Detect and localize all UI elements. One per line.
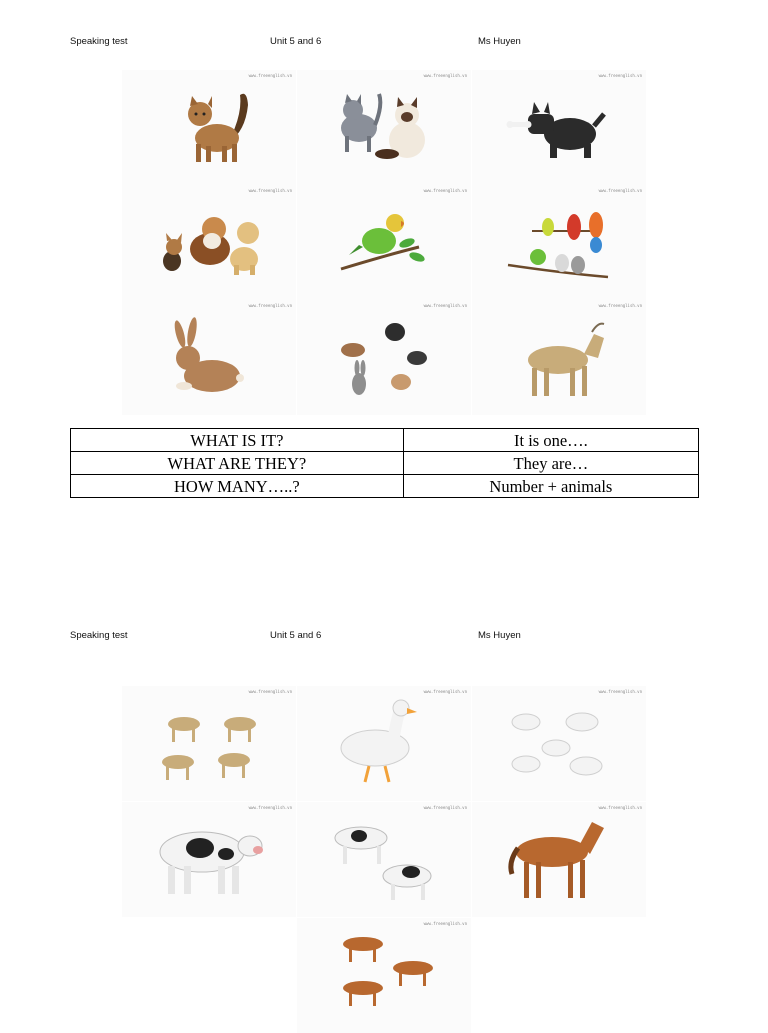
- watermark: www.freeenglish.vn: [598, 689, 642, 694]
- answer-cell: It is one….: [403, 429, 698, 452]
- question-cell: HOW MANY…..?: [71, 475, 404, 498]
- answer-cell: Number + animals: [403, 475, 698, 498]
- watermark: www.freeenglish.vn: [598, 73, 642, 78]
- goat-icon: [472, 300, 646, 415]
- flashcard-dog: [472, 70, 646, 185]
- watermark: www.freeenglish.vn: [423, 805, 467, 810]
- dog-icon: [472, 70, 646, 185]
- flashcard-ducks: [472, 686, 646, 801]
- watermark: www.freeenglish.vn: [423, 73, 467, 78]
- question-cell: WHAT ARE THEY?: [71, 452, 404, 475]
- watermark: www.freeenglish.vn: [423, 303, 467, 308]
- watermark: www.freeenglish.vn: [248, 303, 292, 308]
- flashcard-cat: [122, 70, 296, 185]
- table-row: [71, 452, 699, 475]
- flashcard-cats: [297, 70, 471, 185]
- flashcard-goats: [122, 686, 296, 801]
- header-right: Ms Huyen: [478, 36, 521, 47]
- header-right: Ms Huyen: [478, 630, 521, 641]
- horse-icon: [472, 802, 646, 917]
- goats-icon: [122, 686, 296, 801]
- header-center: Unit 5 and 6: [270, 36, 322, 47]
- watermark: www.freeenglish.vn: [423, 689, 467, 694]
- table-row: [71, 429, 699, 452]
- watermark: www.freeenglish.vn: [423, 921, 467, 926]
- rabbits-icon: [297, 300, 471, 415]
- watermark: www.freeenglish.vn: [598, 188, 642, 193]
- flashcard-parrots: [472, 185, 646, 300]
- duck-icon: [297, 686, 471, 801]
- dogs-icon: [122, 185, 296, 300]
- watermark: www.freeenglish.vn: [598, 805, 642, 810]
- answer-cell: They are…: [403, 452, 698, 475]
- qa-table: [70, 428, 699, 498]
- flashcard-rabbits: [297, 300, 471, 415]
- question-cell: WHAT IS IT?: [71, 429, 404, 452]
- flashcard-cows: [297, 802, 471, 917]
- watermark: www.freeenglish.vn: [248, 188, 292, 193]
- watermark: www.freeenglish.vn: [248, 805, 292, 810]
- cat-icon: [122, 70, 296, 185]
- cow-icon: [122, 802, 296, 917]
- parrots-icon: [472, 185, 646, 300]
- watermark: www.freeenglish.vn: [598, 303, 642, 308]
- ducks-icon: [472, 686, 646, 801]
- header-left: Speaking test: [70, 630, 128, 641]
- flashcard-parrot: [297, 185, 471, 300]
- flashcard-dogs: [122, 185, 296, 300]
- watermark: www.freeenglish.vn: [423, 188, 467, 193]
- header-center: Unit 5 and 6: [270, 630, 322, 641]
- cows-icon: [297, 802, 471, 917]
- header-left: Speaking test: [70, 36, 128, 47]
- parrot-icon: [297, 185, 471, 300]
- horses-icon: [297, 918, 471, 1033]
- table-row: [71, 475, 699, 498]
- flashcard-horse: [472, 802, 646, 917]
- flashcard-duck: [297, 686, 471, 801]
- cats-icon: [297, 70, 471, 185]
- flashcard-horses: [297, 918, 471, 1033]
- watermark: www.freeenglish.vn: [248, 73, 292, 78]
- flashcard-rabbit: [122, 300, 296, 415]
- watermark: www.freeenglish.vn: [248, 689, 292, 694]
- flashcard-goat: [472, 300, 646, 415]
- rabbit-icon: [122, 300, 296, 415]
- flashcard-cow: [122, 802, 296, 917]
